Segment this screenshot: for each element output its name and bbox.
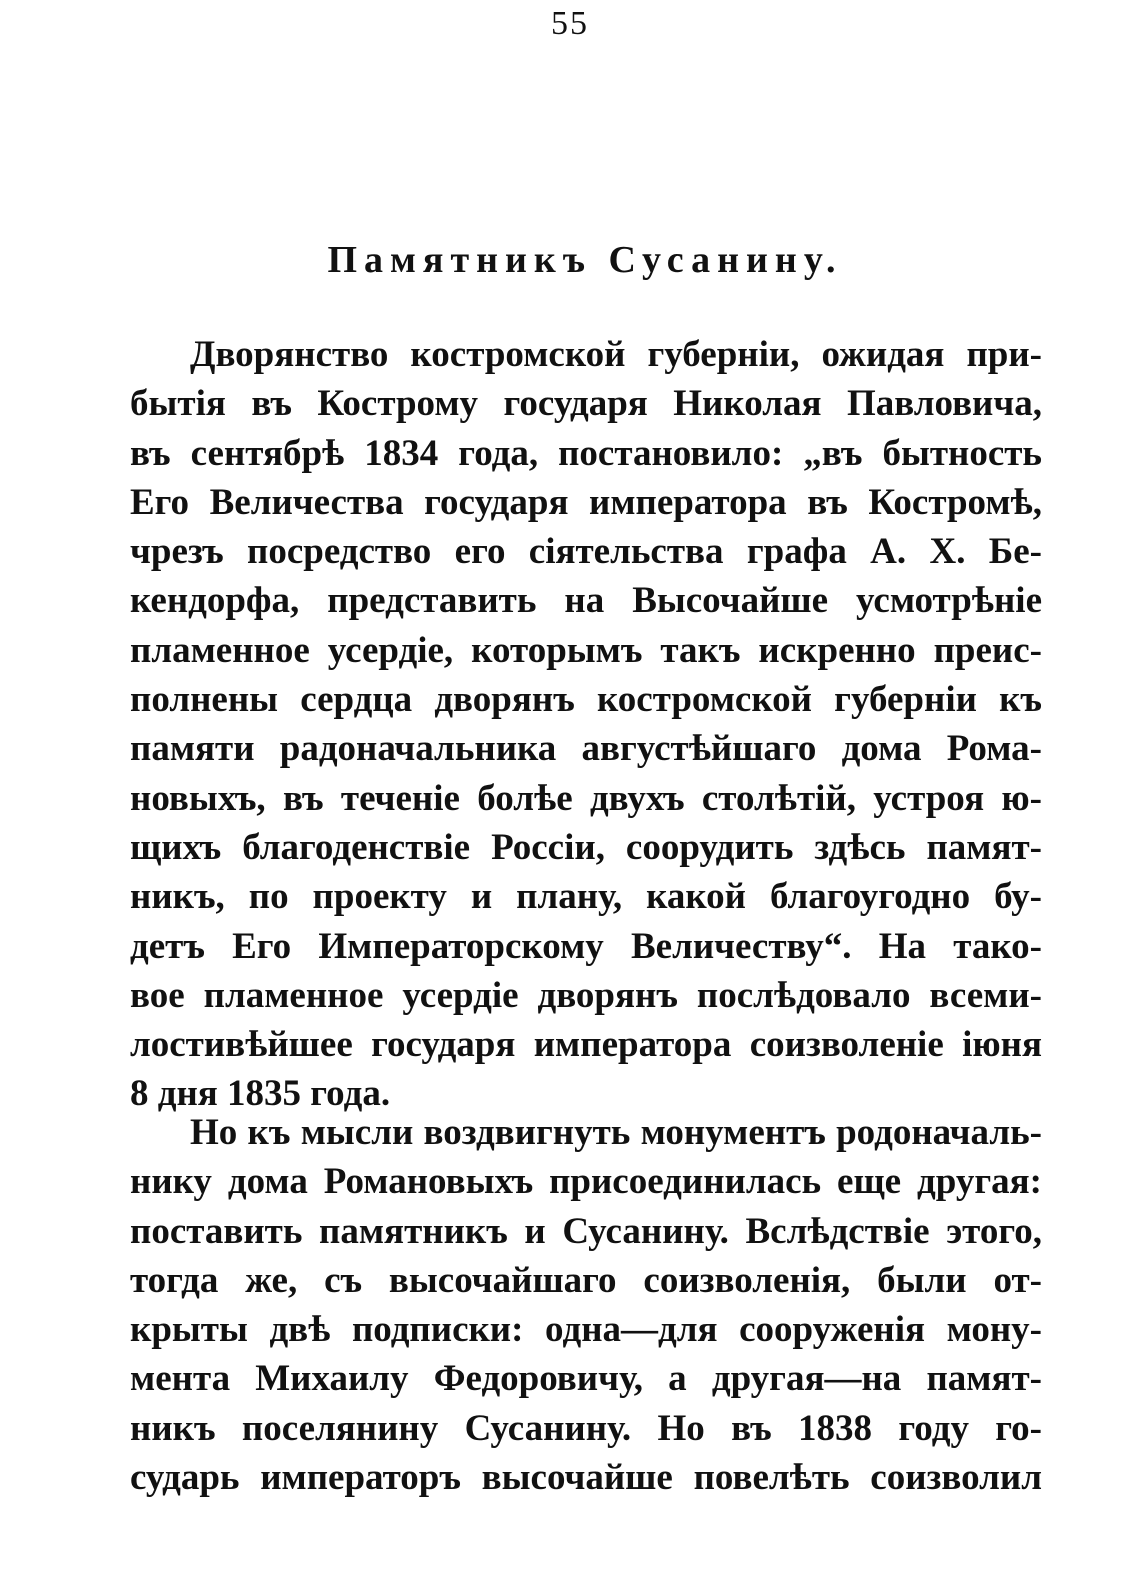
text-line: въ сентябрѣ 1834 года, постановило: „въ бытность [130,432,1042,474]
text-line: щихъ благоденствіе Россіи, соорудить здѣсь памят- [130,826,1042,868]
text-line: 8 дня 1835 года. [130,1073,391,1115]
text-line: Но къ мысли воздвигнуть монументъ родоначаль- [190,1112,1042,1153]
text-line: лостивѣйшее государя императора соизволеніе іюня [130,1024,1042,1066]
text-line: чрезъ посредство его сіятельства графа А. Х. Бе- [130,531,1042,573]
paragraph-2 [130,1108,1042,1502]
text-line: новыхъ, въ теченіе болѣе двухъ столѣтій, устроя ю- [130,777,1042,819]
text-line: пламенное усердіе, которымъ такъ искренно преис- [130,629,1042,671]
text-line: никъ, по проекту и плану, какой благоугодно бу- [130,876,1042,918]
text-line: кендорфа, представить на Высочайше усмотрѣніе [130,580,1042,622]
text-line: никъ поселянину Сусанину. Но въ 1838 году го- [130,1407,1042,1449]
text-line: полнены сердца дворянъ костромской губерніи къ [130,679,1042,721]
page-number: 55 [551,5,589,42]
text-line: вое пламенное усердіе дворянъ послѣдовало всеми- [130,974,1042,1016]
text-line: памяти радоначальника августѣйшаго дома Рома- [130,728,1042,770]
text-line: Дворянство костромской губерніи, ожидая при- [190,334,1042,375]
text-line: детъ Его Императорскому Величеству“. На тако- [130,925,1042,967]
text-line: тогда же, съ высочайшаго соизволенія, были от- [130,1259,1042,1301]
text-line: нику дома Романовыхъ присоединилась еще другая: [130,1161,1042,1203]
page-title: Памятникъ Сусанину. [327,239,843,281]
text-line: бытія въ Кострому государя Николая Павловича, [130,383,1042,425]
text-line: мента Михаилу Федоровичу, а другая—на памят- [130,1358,1042,1400]
text-line: Его Величества государя императора въ Костромѣ, [130,481,1042,523]
text-line: сударь императоръ высочайше повелѣть соизволил [130,1457,1042,1499]
text-line: крыты двѣ подписки: одна—для сооруженія мону- [130,1309,1042,1351]
paragraph-1 [130,330,1042,1119]
text-line: поставить памятникъ и Сусанину. Вслѣдствіе этого, [130,1210,1042,1252]
